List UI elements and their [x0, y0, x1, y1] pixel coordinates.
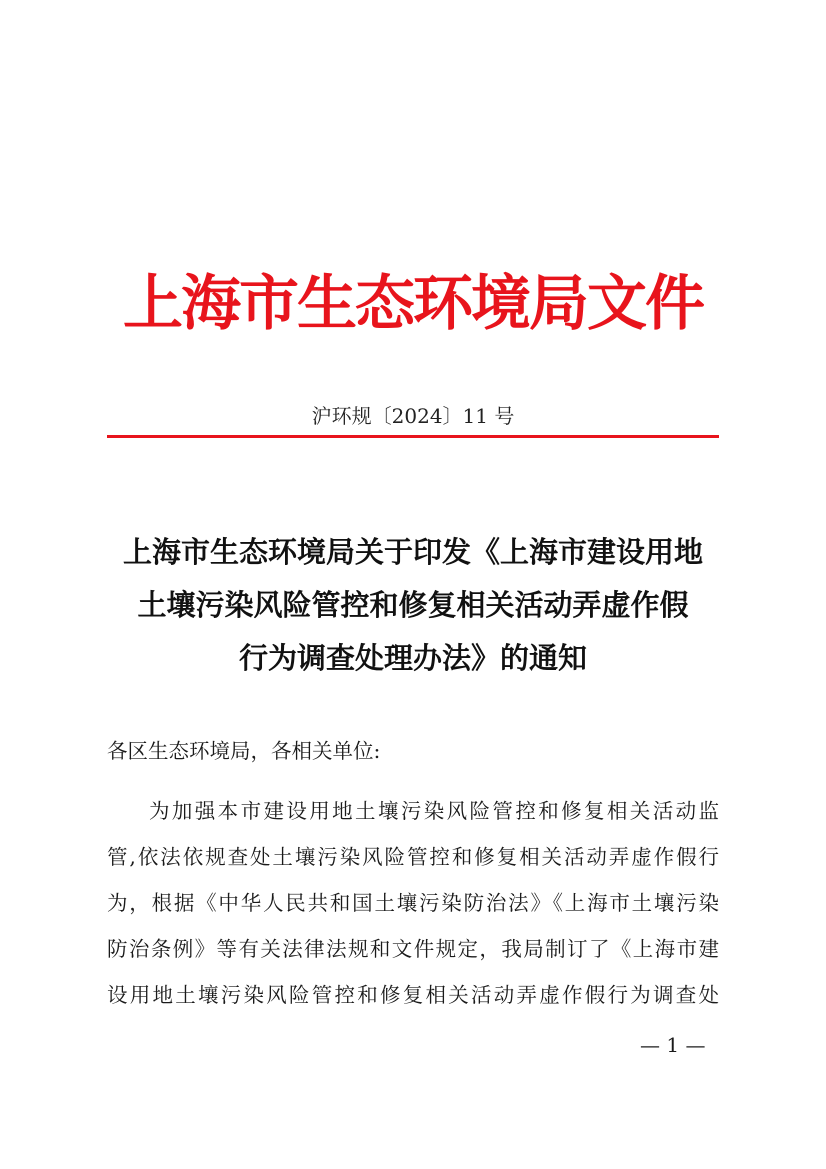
title-line-3: 行为调查处理办法》的通知	[238, 641, 587, 675]
paragraph-line-2: 管,依法依规查处土壤污染风险管控和修复相关活动弄虚作假行	[107, 845, 719, 869]
paragraph-line-1: 为加强本市建设用地土壤污染风险管控和修复相关活动监	[149, 799, 719, 823]
salutation: 各区生态环境局，各相关单位:	[107, 739, 381, 763]
paragraph-line-4: 防治条例》等有关法律法规和文件规定，我局制订了《上海市建	[107, 937, 719, 961]
page-number: — 1 —	[640, 1033, 706, 1057]
paragraph-line-5: 设用地土壤污染风险管控和修复相关活动弄虚作假行为调查处	[107, 983, 719, 1007]
title-line-2: 土壤污染风险管控和修复相关活动弄虚作假	[137, 588, 689, 622]
document-title	[0, 526, 826, 685]
document-number: 沪环规〔2024〕11 号	[311, 404, 515, 428]
masthead: 上海市生态环境局文件	[123, 269, 703, 339]
paragraph-line-3: 为，根据《中华人民共和国土壤污染防治法》《上海市土壤污染	[107, 891, 719, 915]
red-divider-line	[107, 435, 719, 438]
title-line-1: 上海市生态环境局关于印发《上海市建设用地	[122, 535, 703, 569]
